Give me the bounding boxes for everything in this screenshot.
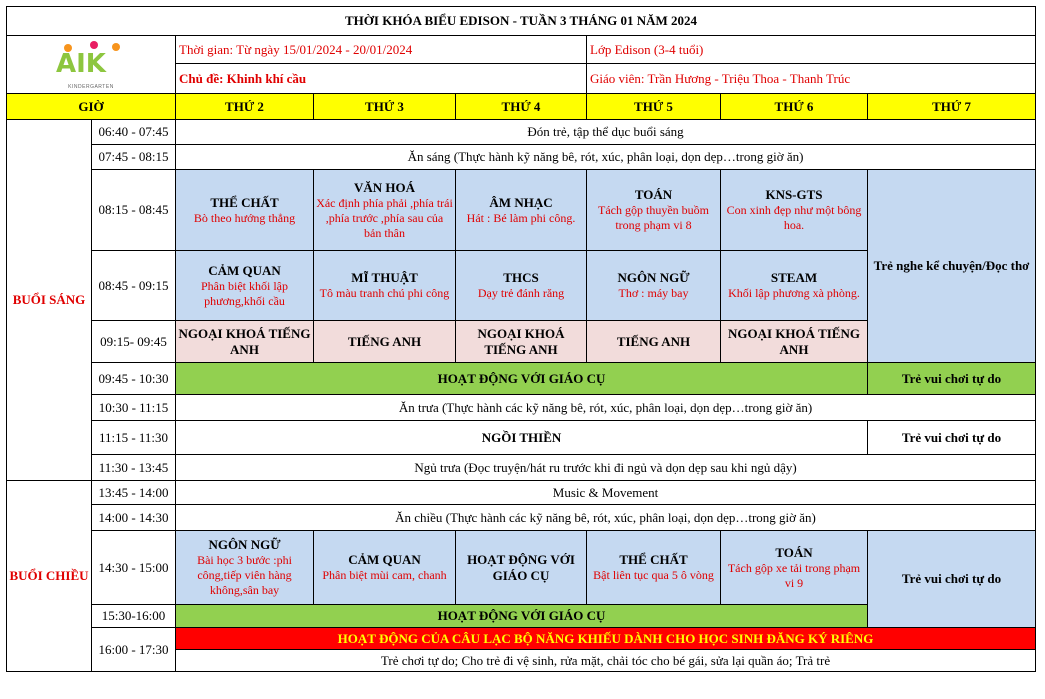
lesson-cell: [721, 251, 868, 321]
table-row: [7, 421, 1036, 455]
saturday-afternoon-activity: Trẻ vui chơi tự do: [868, 531, 1036, 628]
english-cell: NGOẠI KHOÁ TIẾNG ANH: [721, 321, 868, 363]
lesson-subject: VĂN HOÁ: [353, 179, 416, 195]
lesson-activity: Tô màu tranh chú phi công: [319, 286, 450, 300]
lesson-cell: [721, 531, 868, 605]
lesson-activity: Bò theo hướng thẳng: [193, 210, 296, 225]
time-slot: 15:30-16:00: [92, 605, 176, 628]
row-talent-club: HOẠT ĐỘNG CỦA CÂU LẠC BỘ NĂNG KHIẾU DÀNH CHO HỌC SINH ĐĂNG KÝ RIÊNG: [176, 628, 1036, 650]
lesson-subject: THỂ CHẤT: [210, 194, 279, 210]
info-teachers: Giáo viên: Trần Hương - Triệu Thoa - Thanh Trúc: [587, 64, 1036, 94]
lesson-activity: Tách gộp xe tải trong phạm vi 9: [727, 560, 861, 590]
header-day-sat: THỨ 7: [868, 94, 1036, 120]
info-time-range: Thời gian: Từ ngày 15/01/2024 - 20/01/2024: [176, 36, 587, 64]
time-slot: 14:00 - 14:30: [92, 505, 176, 531]
lesson-subject: TOÁN: [775, 544, 813, 560]
info-class: Lớp Edison (3-4 tuổi): [587, 36, 1036, 64]
lesson-cell: [176, 531, 314, 605]
aik-logo-icon: [50, 40, 132, 80]
table-row: [7, 145, 1036, 170]
lesson-cell: [456, 251, 587, 321]
timetable-sheet: [6, 6, 1036, 672]
time-slot: 09:15- 09:45: [92, 321, 176, 363]
lesson-subject: ÂM NHẠC: [489, 194, 553, 210]
row-arrival: Đón trẻ, tập thể dục buổi sáng: [176, 120, 1036, 145]
time-slot: 06:40 - 07:45: [92, 120, 176, 145]
table-row: [7, 455, 1036, 481]
lesson-cell: [314, 251, 456, 321]
lesson-cell: [456, 170, 587, 251]
lesson-activity: Bài học 3 bước :phi công,tiếp viên hàng không,sân bay: [197, 553, 292, 597]
lesson-cell: [176, 251, 314, 321]
lesson-subject: MĨ THUẬT: [351, 270, 418, 285]
lesson-subject: CẢM QUAN: [208, 262, 281, 278]
lesson-cell: [456, 531, 587, 605]
time-slot: 07:45 - 08:15: [92, 145, 176, 170]
row-teaching-aids: HOẠT ĐỘNG VỚI GIÁO CỤ: [176, 363, 868, 395]
english-cell: TIẾNG ANH: [314, 321, 456, 363]
timetable: [6, 6, 1036, 672]
time-slot: 08:45 - 09:15: [92, 251, 176, 321]
row-teaching-aids-afternoon: HOẠT ĐỘNG VỚI GIÁO CỤ: [176, 605, 868, 628]
time-slot: 11:15 - 11:30: [92, 421, 176, 455]
row-pickup: Trẻ chơi tự do; Cho trẻ đi vệ sinh, rửa mặt, chải tóc cho bé gái, sửa lại quần áo; Trả trẻ: [176, 650, 1036, 672]
saturday-free-play: Trẻ vui chơi tự do: [868, 363, 1036, 395]
header-day-fri: THỨ 6: [721, 94, 868, 120]
time-slot: 11:30 - 13:45: [92, 455, 176, 481]
school-logo: [7, 36, 176, 94]
row-breakfast: Ăn sáng (Thực hành kỹ năng bê, rót, xúc, phân loại, dọn dẹp…trong giờ ăn): [176, 145, 1036, 170]
lesson-cell: [587, 170, 721, 251]
saturday-free-play: Trẻ vui chơi tự do: [868, 421, 1036, 455]
table-row: [7, 170, 1036, 251]
row-lunch: Ăn trưa (Thực hành các kỹ năng bê, rót, xúc, phân loại, dọn dẹp…trong giờ ăn): [176, 395, 1036, 421]
logo-mark: [50, 40, 132, 90]
lesson-activity: Bật liên tục qua 5 ô vòng: [593, 568, 714, 582]
header-row: [7, 94, 1036, 120]
timetable-title: THỜI KHÓA BIỂU EDISON - TUẦN 3 THÁNG 01 NĂM 2024: [7, 7, 1036, 36]
logo-subtitle: KINDERGARTEN: [68, 83, 114, 90]
row-nap: Ngủ trưa (Đọc truyện/hát ru trước khi đi ngủ và dọn dẹp sau khi ngủ dậy): [176, 455, 1036, 481]
lesson-activity: Xác định phía phải ,phía trái ,phía trước ,phía sau của bản thân: [316, 195, 453, 240]
header-day-tue: THỨ 3: [314, 94, 456, 120]
table-row: [7, 531, 1036, 605]
info-topic: Chủ đề: Khinh khí cầu: [176, 64, 587, 94]
time-slot: 16:00 - 17:30: [92, 628, 176, 672]
lesson-cell: [176, 170, 314, 251]
lesson-cell: [314, 170, 456, 251]
lesson-activity: Con xinh đẹp như một bông hoa.: [726, 203, 862, 232]
lesson-subject: KNS-GTS: [765, 187, 823, 202]
time-slot: 13:45 - 14:00: [92, 481, 176, 505]
lesson-activity: Dạy trẻ đánh răng: [477, 286, 565, 300]
lesson-cell: [721, 170, 868, 251]
lesson-subject: STEAM: [770, 270, 818, 285]
header-time: GIỜ: [7, 94, 176, 120]
table-row: [7, 481, 1036, 505]
lesson-activity: Hát : Bé làm phi công.: [466, 210, 576, 225]
lesson-subject: NGÔN NGỮ: [208, 537, 281, 552]
header-day-mon: THỨ 2: [176, 94, 314, 120]
table-row: [7, 363, 1036, 395]
logo-letter-a: AIK: [56, 48, 106, 79]
saturday-morning-activity: Trẻ nghe kể chuyện/Đọc thơ: [868, 170, 1036, 363]
lesson-cell: [314, 531, 456, 605]
table-row: [7, 120, 1036, 145]
row-meditation: NGỒI THIỀN: [176, 421, 868, 455]
lesson-subject: THCS: [503, 270, 539, 285]
lesson-activity: Tách gộp thuyền buồm trong phạm vi 8: [598, 203, 709, 232]
lesson-subject: HOẠT ĐỘNG VỚI GIÁO CỤ: [467, 551, 575, 583]
table-row: [7, 628, 1036, 650]
english-cell: NGOẠI KHOÁ TIẾNG ANH: [456, 321, 587, 363]
lesson-activity: Phân biệt mùi cam, chanh: [322, 568, 447, 582]
lesson-subject: CẢM QUAN: [348, 552, 421, 567]
session-morning: BUỔI SÁNG: [7, 120, 92, 481]
time-slot: 14:30 - 15:00: [92, 531, 176, 605]
lesson-cell: [587, 251, 721, 321]
time-slot: 09:45 - 10:30: [92, 363, 176, 395]
time-slot: 10:30 - 11:15: [92, 395, 176, 421]
header-day-wed: THỨ 4: [456, 94, 587, 120]
row-music-movement: Music & Movement: [176, 481, 1036, 505]
lesson-activity: Khối lập phương xà phòng.: [728, 286, 860, 300]
english-cell: TIẾNG ANH: [587, 321, 721, 363]
time-slot: 08:15 - 08:45: [92, 170, 176, 251]
lesson-subject: THỂ CHẤT: [619, 552, 688, 567]
english-cell: NGOẠI KHOÁ TIẾNG ANH: [176, 321, 314, 363]
lesson-subject: TOÁN: [634, 187, 673, 202]
lesson-cell: [587, 531, 721, 605]
lesson-activity: Thơ : máy bay: [618, 286, 689, 300]
table-row: [7, 395, 1036, 421]
lesson-activity: Phân biệt khối lập phương,khối cầu: [201, 278, 288, 308]
header-day-thu: THỨ 5: [587, 94, 721, 120]
row-afternoon-snack: Ăn chiều (Thực hành các kỹ năng bê, rót, xúc, phân loại, dọn dẹp…trong giờ ăn): [176, 505, 1036, 531]
lesson-subject: NGÔN NGỮ: [617, 270, 690, 285]
table-row: [7, 505, 1036, 531]
session-afternoon: BUỔI CHIỀU: [7, 481, 92, 672]
